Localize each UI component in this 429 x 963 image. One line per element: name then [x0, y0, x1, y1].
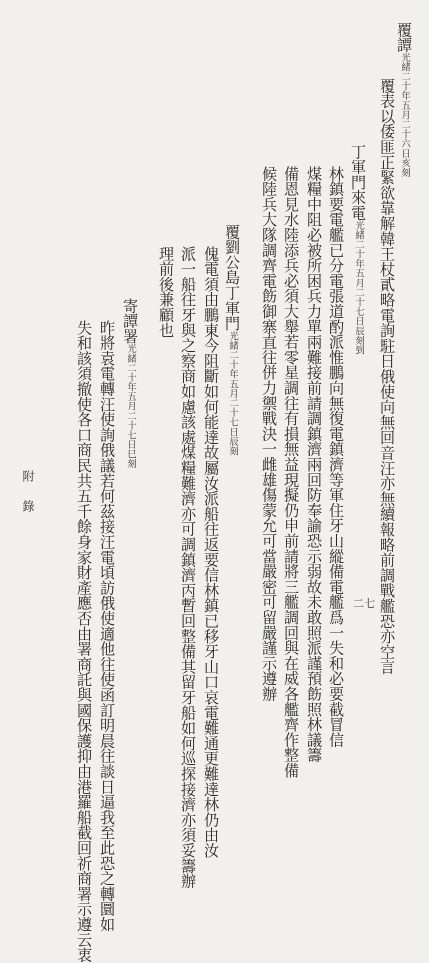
column-main-text: 林鎮要電艦已分電張道酌派惟鵬向無復電鎮濟等軍住牙山縱備電艦爲一失和必要截冒信 — [327, 166, 346, 748]
column-main-text: 昨將袁電轉汪使詢俄議若何茲接汪電頃訪俄使適他往使函訂明晨往談日逼我至此恐之轉圜如 — [98, 320, 117, 932]
column-note-text: 光緒二十年五月二十七日巳刻 — [125, 343, 137, 469]
column-main-text: 寄譚署 — [121, 298, 140, 344]
column-note-text: 光緒二十年五月二十六日亥刻 — [399, 52, 411, 178]
text-column — [99, 320, 115, 932]
column-main-text: 候陸兵大隊調齊電飭御寨直往併力禦戰決一雌雄傷蒙允可當嚴密可留嚴謹示遵辦 — [260, 166, 279, 702]
text-column — [306, 166, 322, 763]
text-column — [283, 166, 299, 778]
column-main-text: 理前後兼顧也 — [157, 246, 176, 338]
text-column — [76, 320, 92, 963]
column-main-text: 失和該須撤使各口商民共五千餘身家財產應否由署商託與國保護抑由港羅船截回祈商署示遵云衷 — [75, 320, 94, 963]
column-main-text: 覆譚 — [395, 22, 414, 53]
column-main-text: 覆劉公島丁軍門 — [223, 224, 242, 332]
text-column — [158, 246, 174, 338]
text-column — [396, 22, 412, 177]
page-number: 二七 — [353, 597, 375, 610]
column-main-text: 傀電須由鵬東今阻斷如何能達故屬汝派船往返要信林鎮已移牙山口哀電難通更難達林仍由汝 — [202, 246, 221, 858]
column-main-text: 覆表以倭匪正緊欲靠解韓王杖貳略電詢駐日俄使向無回音汪亦無續報略前調戰艦恐亦空言 — [378, 78, 397, 675]
column-main-text: 派一船往牙與之察商如慮該處煤糧難濟亦可調鎮濟丙暫回整備其留牙船如何巡探接濟亦須妥籌辦 — [179, 246, 198, 889]
column-note-text: 光緒二十年五月二十七日辰刻到 — [353, 220, 365, 355]
column-main-text: 丁軍門來電 — [349, 144, 368, 221]
running-header: 附錄 — [21, 470, 35, 530]
text-column — [224, 224, 240, 456]
text-column — [379, 78, 395, 675]
text-column — [180, 246, 196, 889]
text-column — [350, 144, 366, 355]
column-note-text: 光緒二十年五月二十七日辰刻 — [227, 331, 239, 456]
column-main-text: 備恩見水陸添兵必須大舉若零星調往有損無益現擬仍申前請將三艦調回與在威各艦齊作整備 — [282, 166, 301, 778]
text-column — [261, 166, 277, 702]
text-column — [328, 166, 344, 747]
text-column — [122, 298, 138, 469]
column-main-text: 煤糧中阻必被所困兵力單兩難接前請調鎮濟兩回防奉諭恐示弱故未敢照派謹預飭照林議籌 — [305, 166, 324, 763]
text-column — [203, 246, 219, 858]
